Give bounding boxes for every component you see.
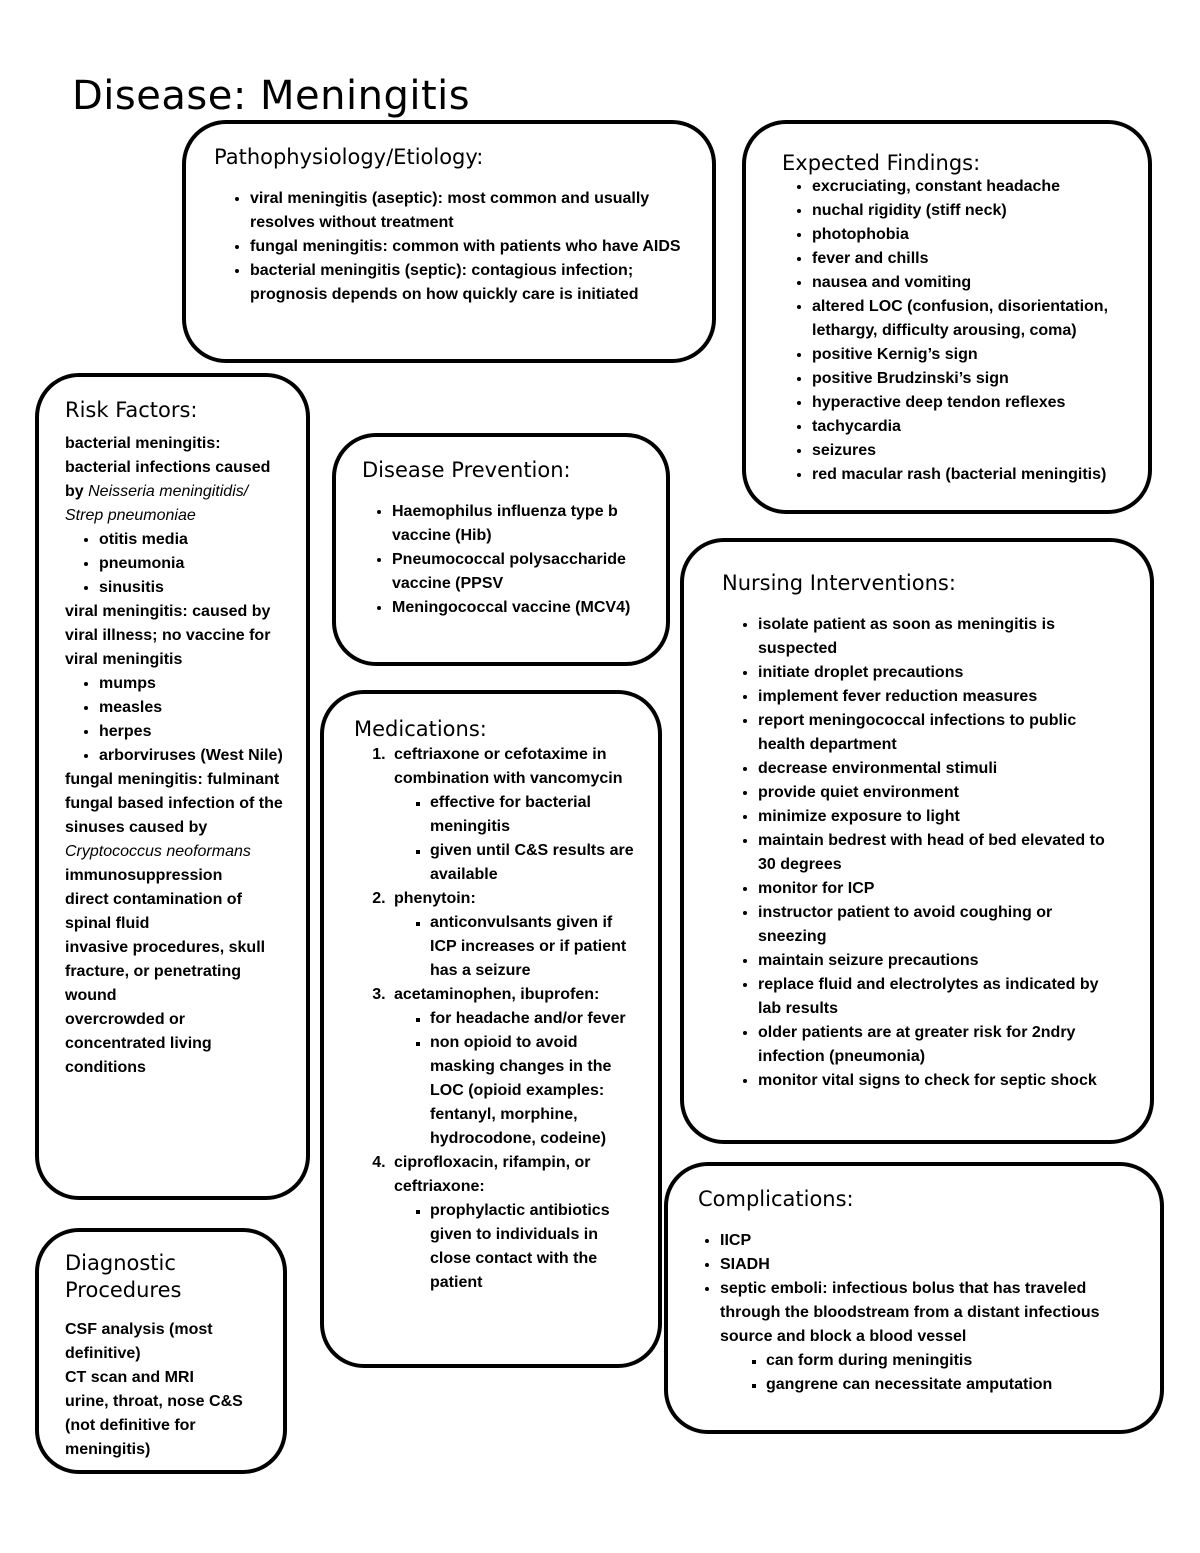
viral-risk-text: viral meningitis: caused by viral illness; no vaccine for viral meningitis — [65, 603, 271, 668]
list-item: • seizures — [812, 439, 1118, 463]
risk-factors-content — [65, 432, 286, 1080]
diagnostic-procedures-heading: Diagnostic Procedures — [65, 1251, 182, 1302]
disease-prevention-heading: Disease Prevention: — [362, 458, 571, 482]
viral-risk-list — [65, 672, 286, 768]
medications-heading: Medications: — [354, 717, 487, 741]
list-item: • implement fever reduction measures — [758, 685, 1120, 709]
list-item: ▪ can form during meningitis — [766, 1349, 1120, 1373]
page-title: Disease: Meningitis — [72, 73, 471, 119]
list-item: • septic emboli: infectious bolus that has traveled through the bloodstream from a distant infectious source and block a blood vessel ▪ can form during meningitis ▪ gangrene can necessitate amputation — [720, 1277, 1120, 1397]
risk-line: invasive procedures, skull fracture, or penetrating wound — [65, 939, 266, 1004]
list-item: • altered LOC (confusion, disorientation, lethargy, difficulty arousing, coma) — [812, 295, 1118, 343]
list-item: • herpes — [99, 720, 286, 744]
bacterial-risk-text: bacterial meningitis: bacterial infections caused by Neisseria meningitidis/ Strep pneumoniae — [65, 435, 271, 524]
complications-list — [698, 1229, 1120, 1397]
list-item: • IICP — [720, 1229, 1120, 1253]
list-item: • excruciating, constant headache — [812, 175, 1118, 199]
expected-findings-heading: Expected Findings: — [782, 151, 981, 175]
list-item: • mumps — [99, 672, 286, 696]
list-item: • report meningococcal infections to public health department — [758, 709, 1120, 757]
list-item: • fever and chills — [812, 247, 1118, 271]
pathophysiology-box — [182, 120, 716, 363]
list-item: ▪ gangrene can necessitate amputation — [766, 1373, 1120, 1397]
complications-heading: Complications: — [698, 1187, 854, 1211]
medication-item: 3. acetaminophen, ibuprofen: ▪ for headache and/or fever ▪ non opioid to avoid masking changes in the LOC (opioid examples: fentanyl, morphine, hydrocodone, codeine) — [390, 983, 638, 1151]
list-item: • monitor for ICP — [758, 877, 1120, 901]
list-item: ▪ prophylactic antibiotics given to individuals in close contact with the patient — [430, 1199, 638, 1295]
bacterial-organism: Neisseria meningitidis/ Strep pneumoniae — [65, 483, 249, 524]
nursing-interventions-box — [680, 538, 1154, 1144]
list-item: ▪ effective for bacterial meningitis — [430, 791, 638, 839]
medication-item: 1. ceftriaxone or cefotaxime in combination with vancomycin ▪ effective for bacterial meningitis ▪ given until C&S results are available — [390, 743, 638, 887]
medications-list — [354, 743, 638, 1295]
diagnostic-procedures-content — [65, 1318, 265, 1462]
list-item: • older patients are at greater risk for 2ndry infection (pneumonia) — [758, 1021, 1120, 1069]
risk-line: overcrowded or concentrated living conditions — [65, 1011, 212, 1076]
list-item: • positive Brudzinski’s sign — [812, 367, 1118, 391]
complications-box — [664, 1162, 1164, 1434]
list-item: • pneumonia — [99, 552, 286, 576]
list-item: • provide quiet environment — [758, 781, 1120, 805]
list-item: • arborviruses (West Nile) — [99, 744, 286, 768]
disease-prevention-box — [332, 433, 670, 666]
list-item: • tachycardia — [812, 415, 1118, 439]
disease-prevention-list — [362, 500, 646, 620]
risk-factors-box — [35, 373, 310, 1200]
list-item: • isolate patient as soon as meningitis is suspected — [758, 613, 1120, 661]
list-item: • Pneumococcal polysaccharide vaccine (PPSV — [392, 548, 646, 596]
diagnostic-line: CT scan and MRI — [65, 1369, 194, 1386]
list-item: • instructor patient to avoid coughing or sneezing — [758, 901, 1120, 949]
diagnostic-line: urine, throat, nose C&S (not definitive for meningitis) — [65, 1393, 243, 1458]
nursing-interventions-heading: Nursing Interventions: — [722, 571, 956, 595]
list-item: • viral meningitis (aseptic): most common and usually resolves without treatment — [250, 187, 682, 235]
risk-factors-heading: Risk Factors: — [65, 398, 198, 422]
list-item: • red macular rash (bacterial meningitis) — [812, 463, 1118, 487]
list-item: • replace fluid and electrolytes as indicated by lab results — [758, 973, 1120, 1021]
list-item: • fungal meningitis: common with patients who have AIDS — [250, 235, 682, 259]
expected-findings-list — [782, 175, 1118, 487]
list-item: • sinusitis — [99, 576, 286, 600]
list-item: • nausea and vomiting — [812, 271, 1118, 295]
list-item: • nuchal rigidity (stiff neck) — [812, 199, 1118, 223]
pathophysiology-list — [214, 187, 682, 307]
expected-findings-box — [742, 120, 1152, 514]
list-item: ▪ for headache and/or fever — [430, 1007, 638, 1031]
diagnostic-line: CSF analysis (most definitive) — [65, 1321, 213, 1362]
pathophysiology-heading: Pathophysiology/Etiology: — [214, 145, 484, 169]
medication-item: 4. ciprofloxacin, rifampin, or ceftriaxone: ▪ prophylactic antibiotics given to individuals in close contact with the patient — [390, 1151, 638, 1295]
list-item: • decrease environmental stimuli — [758, 757, 1120, 781]
diagnostic-procedures-box — [35, 1228, 287, 1474]
list-item: • maintain bedrest with head of bed elevated to 30 degrees — [758, 829, 1120, 877]
fungal-organism: Cryptococcus neoformans — [65, 843, 251, 860]
list-item: ▪ given until C&S results are available — [430, 839, 638, 887]
medication-item: 2. phenytoin: ▪ anticonvulsants given if ICP increases or if patient has a seizure — [390, 887, 638, 983]
nursing-interventions-list — [722, 613, 1120, 1093]
list-item: ▪ non opioid to avoid masking changes in the LOC (opioid examples: fentanyl, morphine, hydrocodone, codeine) — [430, 1031, 638, 1151]
list-item: • Meningococcal vaccine (MCV4) — [392, 596, 646, 620]
risk-line: direct contamination of spinal fluid — [65, 891, 242, 932]
fungal-risk-text: fungal meningitis: fulminant fungal based infection of the sinuses caused by Cryptococcus neoformans — [65, 771, 283, 860]
list-item: • SIADH — [720, 1253, 1120, 1277]
risk-line: immunosuppression — [65, 867, 223, 884]
list-item: • Haemophilus influenza type b vaccine (Hib) — [392, 500, 646, 548]
list-item: • bacterial meningitis (septic): contagious infection; prognosis depends on how quickly care is initiated — [250, 259, 682, 307]
list-item: • maintain seizure precautions — [758, 949, 1120, 973]
list-item: • minimize exposure to light — [758, 805, 1120, 829]
list-item: ▪ anticonvulsants given if ICP increases or if patient has a seizure — [430, 911, 638, 983]
medications-box — [320, 690, 662, 1368]
list-item: • monitor vital signs to check for septic shock — [758, 1069, 1120, 1093]
list-item: • photophobia — [812, 223, 1118, 247]
list-item: • measles — [99, 696, 286, 720]
list-item: • initiate droplet precautions — [758, 661, 1120, 685]
list-item: • positive Kernig’s sign — [812, 343, 1118, 367]
bacterial-risk-list — [65, 528, 286, 600]
list-item: • otitis media — [99, 528, 286, 552]
list-item: • hyperactive deep tendon reflexes — [812, 391, 1118, 415]
